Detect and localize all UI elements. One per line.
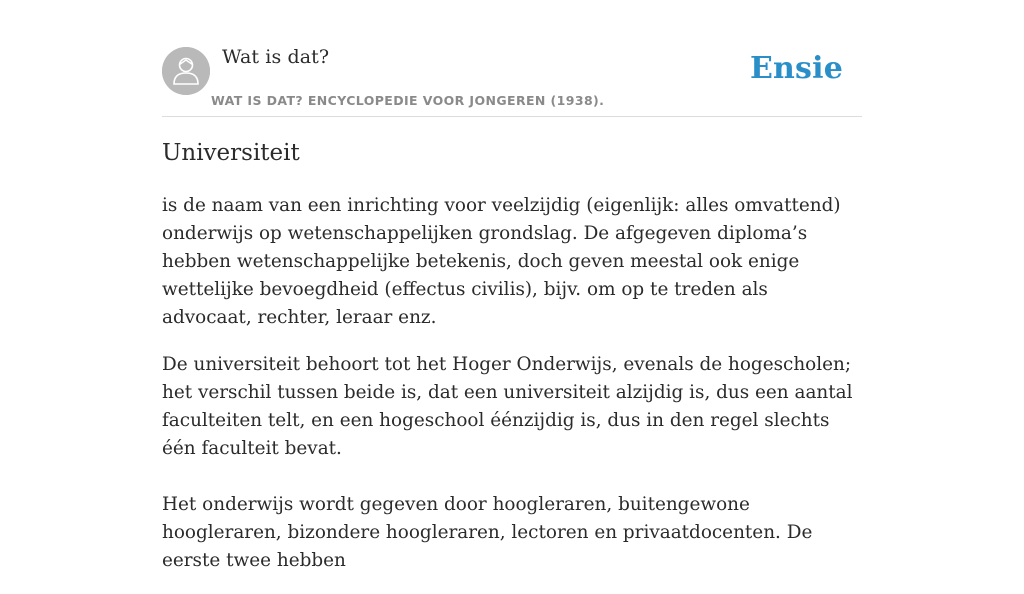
brand-logo[interactable]: Ensie — [749, 51, 843, 86]
page-container — [162, 0, 862, 571]
article-paragraph: Het onderwijs wordt gegeven door hoogleraren, buitengewone hoogleraren, bizondere hoogleraren, lectoren en privaatdocenten. De eerste twee hebben — [162, 494, 813, 571]
article-body — [162, 192, 862, 594]
user-icon-graphic — [162, 47, 210, 95]
article-paragraph: is de naam van een inrichting voor veelzijdig (eigenlijk: alles omvattend) onderwijs op wetenschappelijken grondslag. De afgegeven diploma’s hebben wetenschappelijke betekenis, doch geven meestal ook enige wettelijke bevoegdheid (effectus civilis), bijv. om op te treden als advocaat, rechter, leraar enz. — [162, 195, 841, 328]
user-icon[interactable] — [162, 47, 210, 95]
source-subtitle: WAT IS DAT? ENCYCLOPEDIE VOOR JONGEREN (1938). — [211, 93, 605, 108]
source-title[interactable]: Wat is dat? — [222, 46, 330, 68]
article-title: Universiteit — [162, 140, 300, 166]
article-paragraph: De universiteit behoort tot het Hoger Onderwijs, evenals de hogescholen; het verschil tussen beide is, dat een universiteit alzijdig is, dus een aantal faculteiten telt, en een hogeschool éénzijdig is, dus in den regel slechts één faculteit bevat. — [162, 354, 853, 459]
source-header — [162, 0, 862, 117]
